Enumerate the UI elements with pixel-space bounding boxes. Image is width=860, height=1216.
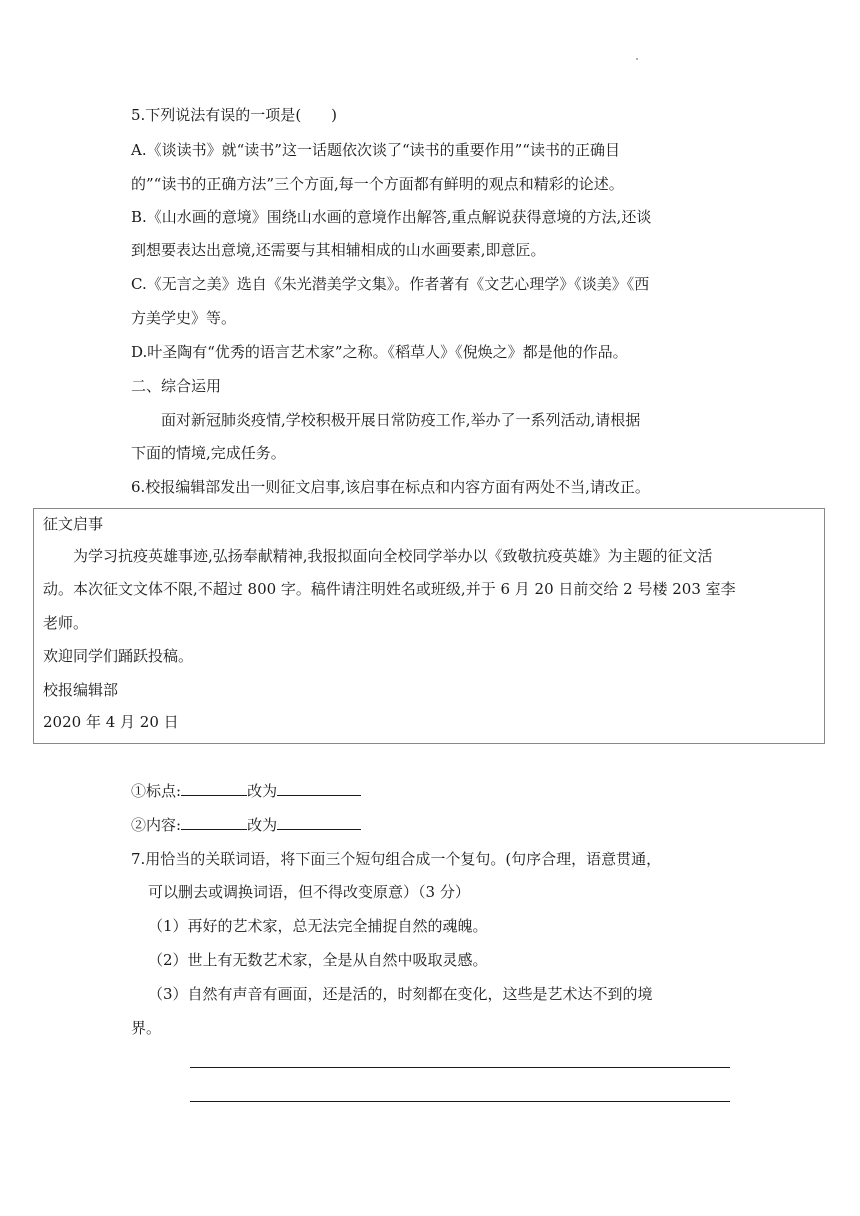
notice-body-line-1: 为学习抗疫英雄事迹,弘扬奉献精神,我报拟面向全校同学举办以《致敬抗疫英雄》为主题的征文活 [73, 547, 713, 565]
section-intro-line-1: 面对新冠肺炎疫情,学校积极开展日常防疫工作,举办了一系列活动,请根据 [161, 411, 641, 429]
answer-content-row [131, 815, 361, 835]
page-dot-mark [636, 58, 638, 60]
question-5-stem: 5.下列说法有误的一项是( ) [131, 106, 338, 124]
punctuation-corrected-blank[interactable] [277, 781, 361, 796]
sentence-3-line-1: （3）自然有声音有画面，还是活的，时刻都在变化，这些是艺术达不到的境 [148, 985, 653, 1003]
content-corrected-blank[interactable] [277, 815, 361, 830]
notice-body-line-2: 动。本次征文文体不限,不超过 800 字。稿件请注明姓名或班级,并于 6 月 20 日前交给 2 号楼 203 室李 [43, 580, 736, 598]
notice-date: 2020 年 4 月 20 日 [43, 713, 179, 731]
notice-welcome: 欢迎同学们踊跃投稿。 [43, 647, 194, 665]
option-b-line-2: 到想要表达出意境,还需要与其相辅相成的山水画要素,即意匠。 [131, 241, 546, 259]
change-to-label: 改为 [247, 816, 278, 834]
notice-box [33, 508, 825, 744]
notice-title: 征文启事 [43, 515, 104, 533]
question-7-stem-line-2: 可以删去或调换词语，但不得改变原意）（3 分） [148, 883, 470, 901]
answer-punctuation-label: ①标点: [131, 782, 182, 800]
option-c-line-2: 方美学史》等。 [131, 309, 237, 327]
option-d: D.叶圣陶有“优秀的语言艺术家”之称。《稻草人》《倪焕之》都是他的作品。 [131, 343, 628, 361]
section-heading: 二、综合运用 [131, 377, 222, 395]
notice-body-line-3: 老师。 [43, 614, 89, 632]
answer-punctuation-row [131, 781, 361, 801]
notice-signature: 校报编辑部 [43, 681, 119, 699]
sentence-2: （2）世上有无数艺术家，全是从自然中吸取灵感。 [148, 951, 488, 969]
sentence-3-line-2: 界。 [131, 1019, 162, 1037]
question-7-stem-line-1: 7.用恰当的关联词语，将下面三个短句组合成一个复句。(句序合理，语意贯通， [131, 850, 662, 868]
punctuation-original-blank[interactable] [181, 781, 247, 796]
change-to-label: 改为 [247, 782, 278, 800]
section-intro-line-2: 下面的情境,完成任务。 [131, 444, 286, 462]
answer-line-2[interactable] [190, 1101, 730, 1102]
option-b-line-1: B.《山水画的意境》围绕山水画的意境作出解答,重点解说获得意境的方法,还谈 [131, 208, 652, 226]
option-c-line-1: C.《无言之美》选自《朱光潜美学文集》。作者著有《文艺心理学》《谈美》《西 [131, 275, 650, 293]
option-a-line-2: 的”“读书的正确方法”三个方面,每一个方面都有鲜明的观点和精彩的论述。 [131, 175, 624, 193]
answer-content-label: ②内容: [131, 816, 182, 834]
question-6-stem: 6.校报编辑部发出一则征文启事,该启事在标点和内容方面有两处不当,请改正。 [131, 478, 650, 496]
answer-line-1[interactable] [190, 1067, 730, 1068]
option-a-line-1: A.《谈读书》就“读书”这一话题依次谈了“读书的重要作用”“读书的正确目 [131, 141, 620, 159]
content-original-blank[interactable] [181, 815, 247, 830]
sentence-1: （1）再好的艺术家，总无法完全捕捉自然的魂魄。 [148, 917, 488, 935]
